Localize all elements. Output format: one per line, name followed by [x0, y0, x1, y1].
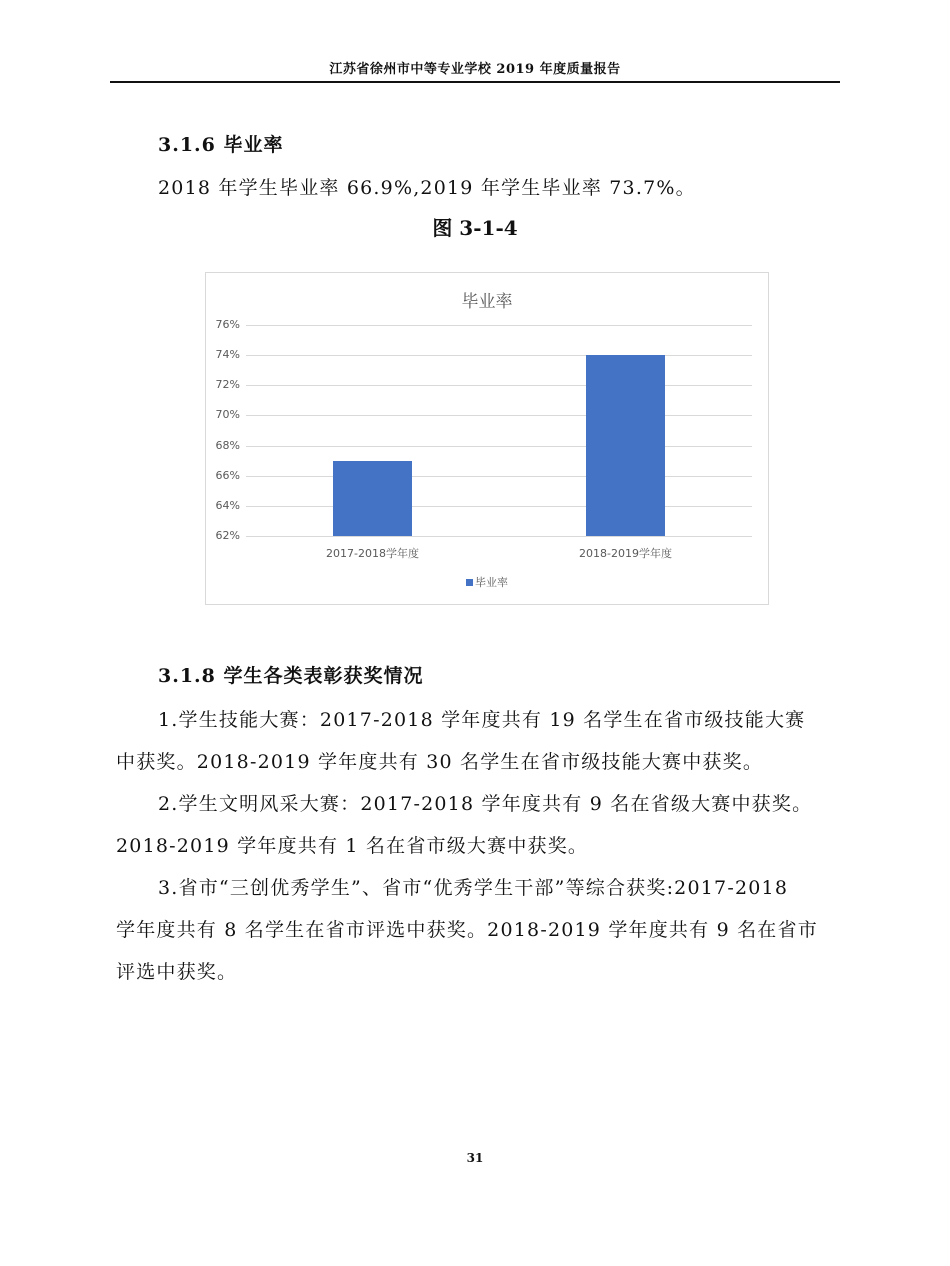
legend-swatch-icon	[466, 579, 473, 586]
y-axis-tick-label: 64%	[215, 498, 240, 512]
x-axis-tick-label: 2018-2019学年度	[579, 547, 672, 560]
y-axis-tick-label: 72%	[215, 378, 240, 392]
section-heading-awards: 3.1.8 学生各类表彰获奖情况	[158, 665, 424, 687]
awards-line: 评选中获奖。	[116, 961, 238, 983]
graduation-rate-paragraph: 2018 年学生毕业率 66.9%,2019 年学生毕业率 73.7%。	[158, 177, 696, 199]
awards-line: 中获奖。2018-2019 学年度共有 30 名学生在省市级技能大赛中获奖。	[116, 751, 764, 773]
y-axis-tick-label: 74%	[215, 348, 240, 362]
bar	[586, 355, 665, 536]
graduation-rate-chart	[205, 272, 769, 605]
gridline	[246, 536, 752, 537]
bar	[333, 461, 412, 536]
chart-plot-area	[215, 318, 752, 542]
awards-line: 2018-2019 学年度共有 1 名在省市级大赛中获奖。	[116, 835, 589, 857]
figure-caption: 图 3-1-4	[432, 216, 518, 240]
header-divider	[110, 81, 840, 83]
awards-line: 1.学生技能大赛：2017-2018 学年度共有 19 名学生在省市级技能大赛	[158, 709, 806, 731]
y-axis-tick-label: 70%	[215, 408, 240, 422]
y-axis-tick-label: 76%	[215, 318, 240, 331]
gridline	[246, 476, 752, 477]
gridline	[246, 446, 752, 447]
gridline	[246, 506, 752, 507]
gridline	[246, 325, 752, 326]
y-axis-tick-label: 68%	[215, 438, 240, 452]
chart-title: 毕业率	[461, 292, 513, 312]
y-axis-tick-label: 62%	[215, 529, 240, 542]
gridline	[246, 385, 752, 386]
x-axis-tick-label: 2017-2018学年度	[326, 547, 419, 560]
gridline	[246, 355, 752, 356]
y-axis-tick-label: 66%	[215, 468, 240, 482]
section-heading-graduation-rate: 3.1.6 毕业率	[158, 134, 284, 156]
gridline	[246, 415, 752, 416]
awards-line: 学年度共有 8 名学生在省市评选中获奖。2018-2019 学年度共有 9 名在省市	[116, 919, 818, 941]
running-header: 江苏省徐州市中等专业学校 2019 年度质量报告	[329, 62, 621, 77]
awards-line: 2.学生文明风采大赛：2017-2018 学年度共有 9 名在省级大赛中获奖。	[158, 793, 813, 815]
page-number: 31	[466, 1151, 484, 1165]
chart-legend	[206, 574, 768, 590]
awards-line: 3.省市“三创优秀学生”、省市“优秀学生干部”等综合获奖:2017-2018	[158, 877, 789, 899]
legend-label: 毕业率	[475, 576, 508, 589]
